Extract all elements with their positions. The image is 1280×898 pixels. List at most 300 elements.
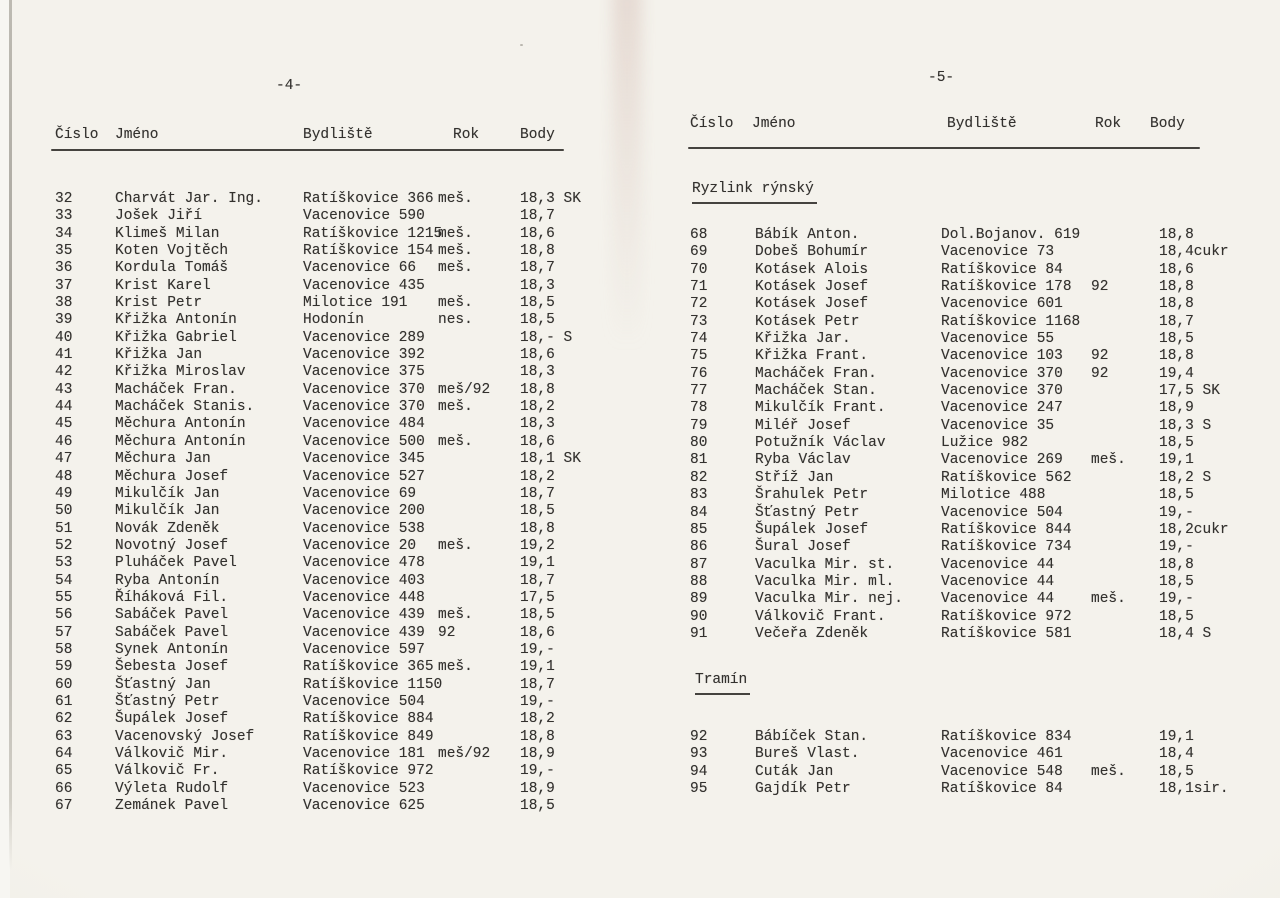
cell-note: [438, 330, 520, 347]
cell-num: 81: [690, 452, 708, 469]
cell-name: Macháček Stan.: [755, 383, 877, 400]
cell-place: Vacenovice 461: [941, 746, 1063, 763]
cell-num: 65: [55, 763, 73, 780]
column-header-body: Body: [520, 127, 555, 143]
cell-body: 19,-: [1159, 539, 1194, 556]
cell-note: 92: [1091, 279, 1109, 296]
cell-name: Večeřa Zdeněk: [755, 625, 869, 642]
cell-place: Milotice 191: [303, 295, 408, 312]
cell-place: Ratíškovice 84: [941, 261, 1063, 278]
table-row: [690, 574, 1250, 591]
cell-note: [438, 416, 520, 433]
scan-speck: [520, 44, 523, 46]
cell-name: Potužník Václav: [755, 435, 886, 452]
table-row: [690, 557, 1250, 574]
cell-num: 54: [55, 572, 73, 589]
table-row: [55, 503, 630, 520]
cell-place: Vacenovice 35: [941, 417, 1055, 434]
cell-note: [438, 781, 520, 798]
table-row: [690, 331, 1250, 348]
cell-place: Vacenovice 590: [303, 208, 425, 225]
cell-num: 32: [55, 191, 73, 207]
cell-num: 87: [690, 556, 708, 573]
column-header-rok: Rok: [1095, 116, 1122, 132]
cell-num: 38: [55, 295, 73, 312]
cell-name: Šural Josef: [755, 539, 851, 556]
cell-num: 93: [690, 746, 708, 763]
cell-name: Synek Antonín: [115, 641, 229, 658]
cell-note: [438, 521, 520, 538]
cell-name: Novák Zdeněk: [115, 520, 220, 537]
cell-name: Vacenovský Josef: [115, 728, 255, 745]
cell-name: Křižka Frant.: [755, 348, 869, 365]
cell-num: 70: [690, 261, 708, 278]
table-row: [55, 711, 630, 728]
cell-place: Vacenovice 66: [303, 260, 417, 277]
cell-note: [438, 573, 520, 590]
cell-name: Sabáček Pavel: [115, 624, 229, 641]
cell-note: meš.: [438, 607, 473, 624]
column-header-rok: Rok: [453, 127, 480, 143]
table-row: [55, 347, 630, 364]
cell-body: 18,5: [520, 312, 555, 329]
cell-name: Kotásek Petr: [755, 313, 860, 330]
cell-place: Vacenovice 448: [303, 589, 425, 606]
cell-num: 92: [690, 729, 708, 745]
cell-name: Válkovič Frant.: [755, 608, 886, 625]
table-row: [55, 521, 630, 538]
table-row: [55, 416, 630, 433]
cell-name: Šťastný Petr: [115, 693, 220, 710]
cell-note: [1091, 609, 1159, 626]
cell-body: 18,8: [1159, 296, 1194, 313]
cell-num: 35: [55, 243, 73, 260]
cell-body: 18,6: [1159, 261, 1194, 278]
cell-place: Ratíškovice 1168: [941, 313, 1081, 330]
cell-name: Charvát Jar. Ing.: [115, 191, 263, 207]
cell-body: 19,-: [1159, 591, 1194, 608]
cell-place: Ratíškovice 154: [303, 243, 434, 260]
table-row: [55, 573, 630, 590]
cell-num: 34: [55, 225, 73, 242]
cell-name: Jošek Jiří: [115, 208, 203, 225]
cell-place: Vacenovice 523: [303, 780, 425, 797]
cell-name: Křižka Gabriel: [115, 329, 237, 346]
table-row: [55, 382, 630, 399]
cell-note: meš.: [438, 243, 473, 260]
cell-place: Vacenovice 73: [941, 244, 1055, 261]
cell-body: 19,1: [1159, 729, 1194, 745]
cell-name: Říháková Fil.: [115, 589, 229, 606]
table-row: [690, 626, 1250, 643]
cell-note: [1091, 314, 1159, 331]
cell-body: 18,6: [520, 225, 555, 242]
cell-name: Pluháček Pavel: [115, 555, 237, 572]
cell-num: 61: [55, 693, 73, 710]
cell-note: 92: [438, 624, 456, 641]
cell-note: meš.: [438, 433, 473, 450]
cell-note: [438, 208, 520, 225]
cell-note: [1091, 729, 1159, 746]
cell-name: Výleta Rudolf: [115, 780, 229, 797]
cell-name: Válkovič Mir.: [115, 746, 229, 762]
cell-num: 68: [690, 227, 708, 243]
cell-place: Dol.Bojanov. 619: [941, 227, 1081, 243]
cell-note: [1091, 746, 1159, 763]
cell-place: Vacenovice 200: [303, 503, 425, 520]
cell-num: 77: [690, 383, 708, 400]
table-row: [690, 400, 1250, 417]
cell-note: [438, 451, 520, 468]
cell-note: [438, 642, 520, 659]
cell-body: 18,5: [1159, 331, 1194, 348]
cell-place: Vacenovice 439: [303, 624, 425, 641]
table-row: [55, 469, 630, 486]
cell-name: Bábíček Stan.: [755, 729, 869, 745]
cell-num: 71: [690, 279, 708, 296]
table-row: [690, 314, 1250, 331]
table-row: [55, 226, 630, 243]
cell-body: 18,1sir.: [1159, 781, 1229, 798]
cell-num: 78: [690, 400, 708, 417]
cell-body: 18,3: [520, 364, 555, 381]
cell-place: Vacenovice 247: [941, 400, 1063, 417]
cell-place: Ratíškovice 1150: [303, 676, 443, 693]
cell-place: Vacenovice 370: [303, 399, 425, 416]
cell-body: 18,9: [520, 746, 555, 762]
cell-note: [1091, 296, 1159, 313]
cell-body: 19,-: [520, 641, 555, 658]
cell-place: Ratíškovice 1215: [303, 225, 443, 242]
cell-name: Macháček Fran.: [755, 365, 877, 382]
cell-num: 48: [55, 468, 73, 485]
page-5-number: -5-: [928, 70, 955, 86]
cell-name: Kotásek Alois: [755, 261, 869, 278]
cell-name: Krist Karel: [115, 277, 211, 294]
cell-body: 18,6: [520, 624, 555, 641]
cell-num: 64: [55, 746, 73, 762]
page-5-ryzlink-rows: [690, 227, 1250, 643]
cell-place: Vacenovice 435: [303, 277, 425, 294]
cell-body: 18,3 SK: [520, 191, 581, 207]
cell-num: 58: [55, 641, 73, 658]
table-row: [55, 625, 630, 642]
cell-note: meš.: [438, 260, 473, 277]
cell-note: meš.: [438, 537, 473, 554]
cell-note: [438, 555, 520, 572]
cell-note: [1091, 626, 1159, 643]
page-4-table-header: [55, 127, 615, 144]
cell-name: Mikulčík Jan: [115, 485, 220, 502]
table-row: [55, 278, 630, 295]
cell-body: 19,1: [1159, 452, 1194, 469]
cell-num: 49: [55, 485, 73, 502]
page-4-number: -4-: [276, 78, 303, 94]
cell-body: 18,1 SK: [520, 451, 581, 468]
cell-num: 75: [690, 348, 708, 365]
cell-num: 40: [55, 329, 73, 346]
table-row: [55, 555, 630, 572]
cell-note: meš.: [438, 399, 473, 416]
cell-place: Ratíškovice 972: [303, 763, 434, 780]
table-row: [55, 590, 630, 607]
column-header-jmeno: Jméno: [115, 127, 159, 143]
cell-name: Kotásek Josef: [755, 296, 869, 313]
cell-place: Ratíškovice 884: [303, 711, 434, 728]
cell-num: 55: [55, 589, 73, 606]
cell-note: meš.: [1091, 452, 1126, 469]
cell-body: 18,7: [520, 676, 555, 693]
cell-name: Cuták Jan: [755, 763, 834, 780]
cell-note: meš.: [438, 659, 473, 676]
cell-place: Vacenovice 69: [303, 485, 417, 502]
table-row: [55, 295, 630, 312]
cell-name: Klimeš Milan: [115, 225, 220, 242]
cell-note: meš.: [438, 295, 473, 312]
cell-body: 19,-: [520, 763, 555, 780]
cell-name: Zemánek Pavel: [115, 798, 229, 815]
cell-body: 18,5: [1159, 763, 1194, 780]
cell-name: Bábík Anton.: [755, 227, 860, 243]
cell-note: [1091, 574, 1159, 591]
cell-body: 19,4: [1159, 365, 1194, 382]
cell-note: [1091, 418, 1159, 435]
cell-note: meš.: [1091, 591, 1126, 608]
cell-name: Kordula Tomáš: [115, 260, 229, 277]
cell-body: 18,7: [520, 572, 555, 589]
table-row: [690, 383, 1250, 400]
table-row: [690, 539, 1250, 556]
cell-note: [438, 763, 520, 780]
cell-name: Macháček Stanis.: [115, 399, 255, 416]
cell-num: 73: [690, 313, 708, 330]
cell-num: 46: [55, 433, 73, 450]
table-row: [55, 677, 630, 694]
cell-note: [1091, 227, 1159, 244]
page-4-header-rule: [51, 149, 564, 151]
table-row: [690, 729, 1250, 746]
cell-name: Mikulčík Frant.: [755, 400, 886, 417]
cell-num: 90: [690, 608, 708, 625]
cell-name: Ryba Antonín: [115, 572, 220, 589]
cell-num: 80: [690, 435, 708, 452]
table-row: [55, 659, 630, 676]
table-row: [55, 607, 630, 624]
cell-num: 63: [55, 728, 73, 745]
cell-note: [1091, 522, 1159, 539]
cell-note: [1091, 557, 1159, 574]
page-edge-line: [9, 0, 12, 870]
cell-place: Ratíškovice 834: [941, 729, 1072, 745]
cell-note: [1091, 505, 1159, 522]
cell-body: 18,5: [520, 798, 555, 815]
table-row: [690, 487, 1250, 504]
cell-body: 19,1: [520, 555, 555, 572]
cell-note: meš.: [438, 191, 473, 207]
cell-name: Ryba Václav: [755, 452, 851, 469]
cell-body: 18,8: [520, 520, 555, 537]
cell-name: Vaculka Mir. ml.: [755, 573, 895, 590]
column-header-cislo: Číslo: [55, 127, 99, 143]
cell-num: 79: [690, 417, 708, 434]
cell-place: Vacenovice 478: [303, 555, 425, 572]
cell-note: [438, 347, 520, 364]
cell-note: [1091, 539, 1159, 556]
cell-body: 18,9: [520, 780, 555, 797]
cell-place: Vacenovice 44: [941, 573, 1055, 590]
cell-num: 72: [690, 296, 708, 313]
table-row: [55, 260, 630, 277]
cell-note: [1091, 781, 1159, 798]
cell-note: [438, 469, 520, 486]
cell-place: Vacenovice 55: [941, 331, 1055, 348]
cell-place: Ratíškovice 972: [941, 608, 1072, 625]
cell-num: 57: [55, 624, 73, 641]
cell-name: Křižka Jan: [115, 347, 203, 364]
cell-num: 53: [55, 555, 73, 572]
cell-num: 37: [55, 277, 73, 294]
cell-body: 18,5: [1159, 435, 1194, 452]
cell-name: Šebesta Josef: [115, 659, 229, 676]
cell-body: 18,8: [520, 243, 555, 260]
cell-place: Ratíškovice 366: [303, 191, 434, 207]
cell-num: 36: [55, 260, 73, 277]
cell-num: 74: [690, 331, 708, 348]
cell-body: 18,5: [520, 503, 555, 520]
cell-body: 18,8: [520, 381, 555, 398]
cell-body: 18,2: [520, 468, 555, 485]
cell-note: [438, 711, 520, 728]
cell-name: Macháček Fran.: [115, 381, 237, 398]
cell-place: Ratíškovice 178: [941, 279, 1072, 296]
cell-body: 18,8: [1159, 348, 1194, 365]
cell-place: Vacenovice 181: [303, 746, 425, 762]
table-row: [690, 418, 1250, 435]
table-row: [55, 208, 630, 225]
cell-num: 59: [55, 659, 73, 676]
cell-place: Vacenovice 392: [303, 347, 425, 364]
table-row: [690, 435, 1250, 452]
column-header-bydliste: Bydliště: [303, 127, 373, 143]
cell-num: 52: [55, 537, 73, 554]
cell-num: 45: [55, 416, 73, 433]
table-row: [55, 330, 630, 347]
cell-num: 88: [690, 573, 708, 590]
table-row: [55, 694, 630, 711]
table-row: [690, 522, 1250, 539]
cell-name: Měchura Josef: [115, 468, 229, 485]
table-row: [55, 781, 630, 798]
cell-name: Kotásek Josef: [755, 279, 869, 296]
cell-place: Vacenovice 504: [941, 504, 1063, 521]
cell-num: 85: [690, 521, 708, 538]
cell-body: 18,7: [520, 260, 555, 277]
cell-place: Vacenovice 289: [303, 329, 425, 346]
cell-name: Šupálek Josef: [115, 711, 229, 728]
cell-note: [438, 798, 520, 815]
cell-body: 18,6: [520, 433, 555, 450]
cell-body: 18,9: [1159, 400, 1194, 417]
cell-name: Šrahulek Petr: [755, 487, 869, 504]
cell-place: Vacenovice 625: [303, 798, 425, 815]
cell-body: 18,8: [1159, 279, 1194, 296]
cell-place: Vacenovice 44: [941, 591, 1055, 608]
cell-name: Měchura Antonín: [115, 433, 246, 450]
cell-place: Vacenovice 439: [303, 607, 425, 624]
cell-place: Lužice 982: [941, 435, 1029, 452]
cell-place: Vacenovice 601: [941, 296, 1063, 313]
cell-body: 18,2 S: [1159, 469, 1212, 486]
cell-body: 18,- S: [520, 329, 573, 346]
page-5-tramin-rows: [690, 729, 1250, 798]
cell-note: [1091, 383, 1159, 400]
cell-name: Šťastný Jan: [115, 676, 211, 693]
table-row: [690, 452, 1250, 469]
cell-place: Ratíškovice 562: [941, 469, 1072, 486]
table-row: [690, 781, 1250, 798]
table-row: [690, 279, 1250, 296]
cell-body: 18,2: [520, 399, 555, 416]
cell-place: Hodonín: [303, 312, 364, 329]
cell-body: 18,4cukr: [1159, 244, 1229, 261]
section-title-ryzlink-rynsky: Ryzlink rýnský: [692, 181, 817, 204]
cell-place: Vacenovice 527: [303, 468, 425, 485]
cell-note: [1091, 262, 1159, 279]
cell-place: Vacenovice 20: [303, 537, 417, 554]
cell-num: 66: [55, 780, 73, 797]
table-row: [690, 348, 1250, 365]
cell-body: 19,-: [1159, 504, 1194, 521]
table-row: [55, 798, 630, 815]
table-row: [690, 591, 1250, 608]
cell-body: 18,8: [520, 728, 555, 745]
cell-name: Šupálek Josef: [755, 521, 869, 538]
cell-place: Vacenovice 548: [941, 763, 1063, 780]
page-5-table-header: [690, 116, 1235, 133]
table-row: [55, 729, 630, 746]
cell-name: Šťastný Petr: [755, 504, 860, 521]
cell-num: 69: [690, 244, 708, 261]
table-row: [55, 642, 630, 659]
cell-body: 18,8: [1159, 227, 1194, 243]
cell-name: Měchura Jan: [115, 451, 211, 468]
cell-body: 18,2: [520, 711, 555, 728]
cell-name: Koten Vojtěch: [115, 243, 229, 260]
cell-num: 91: [690, 625, 708, 642]
cell-note: [1091, 400, 1159, 417]
cell-note: [1091, 470, 1159, 487]
cell-place: Milotice 488: [941, 487, 1046, 504]
table-row: [55, 538, 630, 555]
cell-place: Vacenovice 504: [303, 693, 425, 710]
cell-num: 86: [690, 539, 708, 556]
table-row: [690, 366, 1250, 383]
page-4-rows: [55, 191, 630, 815]
table-row: [690, 262, 1250, 279]
table-row: [690, 296, 1250, 313]
cell-place: Vacenovice 269: [941, 452, 1063, 469]
cell-name: Vaculka Mir. nej.: [755, 591, 903, 608]
cell-num: 67: [55, 798, 73, 815]
cell-num: 94: [690, 763, 708, 780]
cell-note: [438, 694, 520, 711]
cell-body: 18,6: [520, 347, 555, 364]
table-row: [690, 227, 1250, 244]
table-row: [690, 746, 1250, 763]
cell-note: nes.: [438, 312, 473, 329]
cell-note: [438, 278, 520, 295]
table-row: [55, 451, 630, 468]
